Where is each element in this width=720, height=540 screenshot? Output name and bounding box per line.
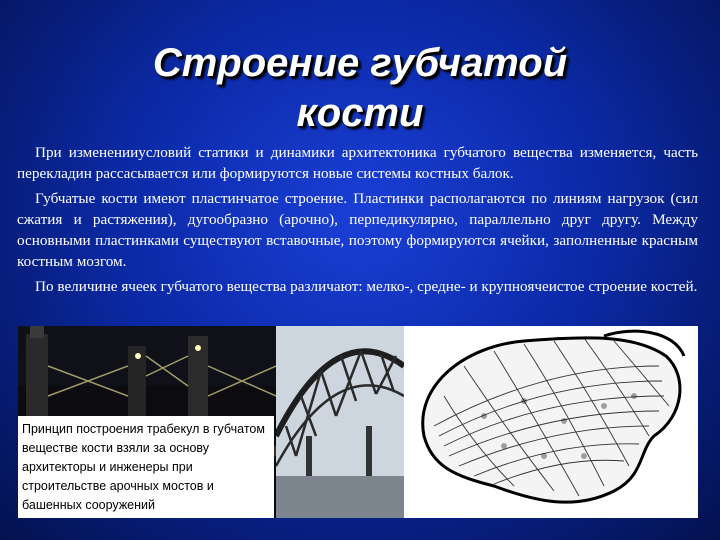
title-line-2: кости <box>296 91 424 135</box>
caption-text: Принцип построения трабекул в губчатом веществе кости взяли за основу архитекторы и инженеры при строительстве арочных мостов и башенных сооружений <box>22 422 265 512</box>
steel-arch-bridge-photo <box>276 326 404 518</box>
bone-section-drawing <box>404 326 698 518</box>
slide-body <box>17 142 698 301</box>
paragraph-3: По величине ячеек губчатого вещества различают: мелко-, средне- и крупноячеистое строение костей. <box>35 278 698 295</box>
caption-box <box>18 416 274 518</box>
slide-title <box>0 38 720 138</box>
paragraph-2: Губчатые кости имеют пластинчатое строение. Пластинки располагаются по линиям нагрузок (сил сжатия и растяжения), дугообразно (арочно), перпедикулярно, параллельно друг другу. Между основными пластинками существуют вставочные, поэтому формируются ячейки, заполненные красным костным мозгом. <box>17 190 698 270</box>
paragraph-1: При измененииусловий статики и динамики архитектоника губчатого вещества изменяется, часть перекладин рассасывается или формируются новые системы костных балок. <box>17 144 698 182</box>
title-line-1: Строение губчатой <box>152 41 568 85</box>
